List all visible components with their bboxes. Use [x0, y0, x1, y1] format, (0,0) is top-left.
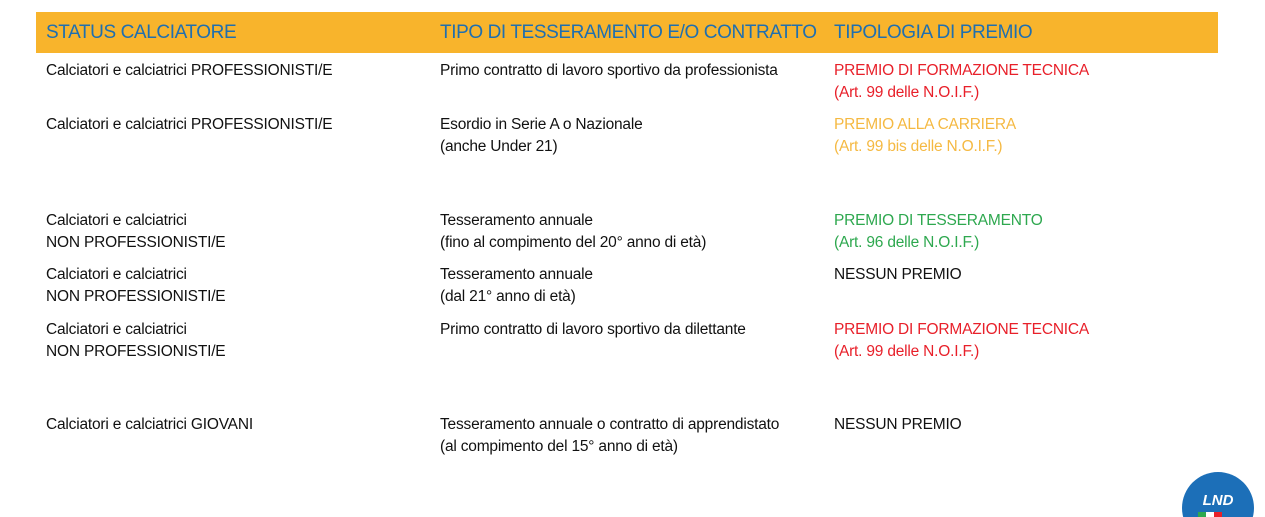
tipo-cell-line: Esordio in Serie A o Nazionale — [440, 116, 643, 133]
premio-cell — [834, 60, 1089, 104]
tipo-cell — [440, 319, 746, 341]
status-cell-line: NON PROFESSIONISTI/E — [46, 288, 226, 305]
premio-cell-line: PREMIO ALLA CARRIERA — [834, 116, 1017, 133]
status-cell — [46, 319, 225, 363]
tipo-cell-line: (dal 21° anno di età) — [440, 288, 576, 305]
premio-cell — [834, 414, 961, 436]
premio-cell-line: NESSUN PREMIO — [834, 416, 962, 433]
status-cell-line: Calciatori e calciatrici — [46, 266, 187, 283]
status-cell — [46, 264, 225, 308]
status-cell-line: Calciatori e calciatrici — [46, 212, 187, 229]
status-cell-line: Calciatori e calciatrici — [46, 321, 187, 338]
status-cell-line: Calciatori e calciatrici PROFESSIONISTI/E — [46, 116, 333, 133]
logo-text: LND — [1202, 492, 1234, 509]
status-cell-line: Calciatori e calciatrici GIOVANI — [46, 416, 253, 433]
premio-cell-line: (Art. 96 delle N.O.I.F.) — [834, 234, 980, 251]
premio-cell-line: (Art. 99 bis delle N.O.I.F.) — [834, 138, 1003, 155]
lnd-logo-icon — [1182, 472, 1254, 517]
premio-cell-line: PREMIO DI FORMAZIONE TECNICA — [834, 62, 1090, 79]
status-cell — [46, 60, 332, 82]
premio-cell-line: NESSUN PREMIO — [834, 266, 962, 283]
premio-cell-line: (Art. 99 delle N.O.I.F.) — [834, 343, 980, 360]
tipo-cell-line: Tesseramento annuale — [440, 212, 593, 229]
tipo-cell — [440, 114, 643, 158]
tipo-cell-line: Primo contratto di lavoro sportivo da dilettante — [440, 321, 746, 338]
premio-cell — [834, 264, 961, 286]
table-header — [36, 12, 1218, 53]
status-cell — [46, 414, 253, 436]
tipo-cell — [440, 414, 779, 458]
header-tipo: TIPO DI TESSERAMENTO E/O CONTRATTO — [440, 22, 817, 43]
flag-white-stripe — [1206, 512, 1214, 517]
status-cell-line: NON PROFESSIONISTI/E — [46, 343, 226, 360]
premio-cell — [834, 319, 1089, 363]
flag-red-stripe — [1214, 512, 1222, 517]
premio-cell-line: (Art. 99 delle N.O.I.F.) — [834, 84, 980, 101]
tipo-cell-line: Primo contratto di lavoro sportivo da professionista — [440, 62, 778, 79]
status-cell-line: NON PROFESSIONISTI/E — [46, 234, 226, 251]
premio-cell-line: PREMIO DI FORMAZIONE TECNICA — [834, 321, 1090, 338]
flag-green-stripe — [1198, 512, 1206, 517]
tipo-cell — [440, 60, 778, 82]
header-premio: TIPOLOGIA DI PREMIO — [834, 22, 1033, 43]
tipo-cell-line: (al compimento del 15° anno di età) — [440, 438, 678, 455]
premio-cell — [834, 114, 1016, 158]
header-status: STATUS CALCIATORE — [46, 22, 237, 43]
tipo-cell-line: (fino al compimento del 20° anno di età) — [440, 234, 707, 251]
premio-cell — [834, 210, 1043, 254]
tipo-cell-line: Tesseramento annuale — [440, 266, 593, 283]
tipo-cell-line: Tesseramento annuale o contratto di apprendistato — [440, 416, 780, 433]
status-cell — [46, 114, 332, 136]
tipo-cell — [440, 264, 593, 308]
premio-cell-line: PREMIO DI TESSERAMENTO — [834, 212, 1043, 229]
tipo-cell-line: (anche Under 21) — [440, 138, 558, 155]
status-cell-line: Calciatori e calciatrici PROFESSIONISTI/E — [46, 62, 333, 79]
status-cell — [46, 210, 225, 254]
tipo-cell — [440, 210, 706, 254]
